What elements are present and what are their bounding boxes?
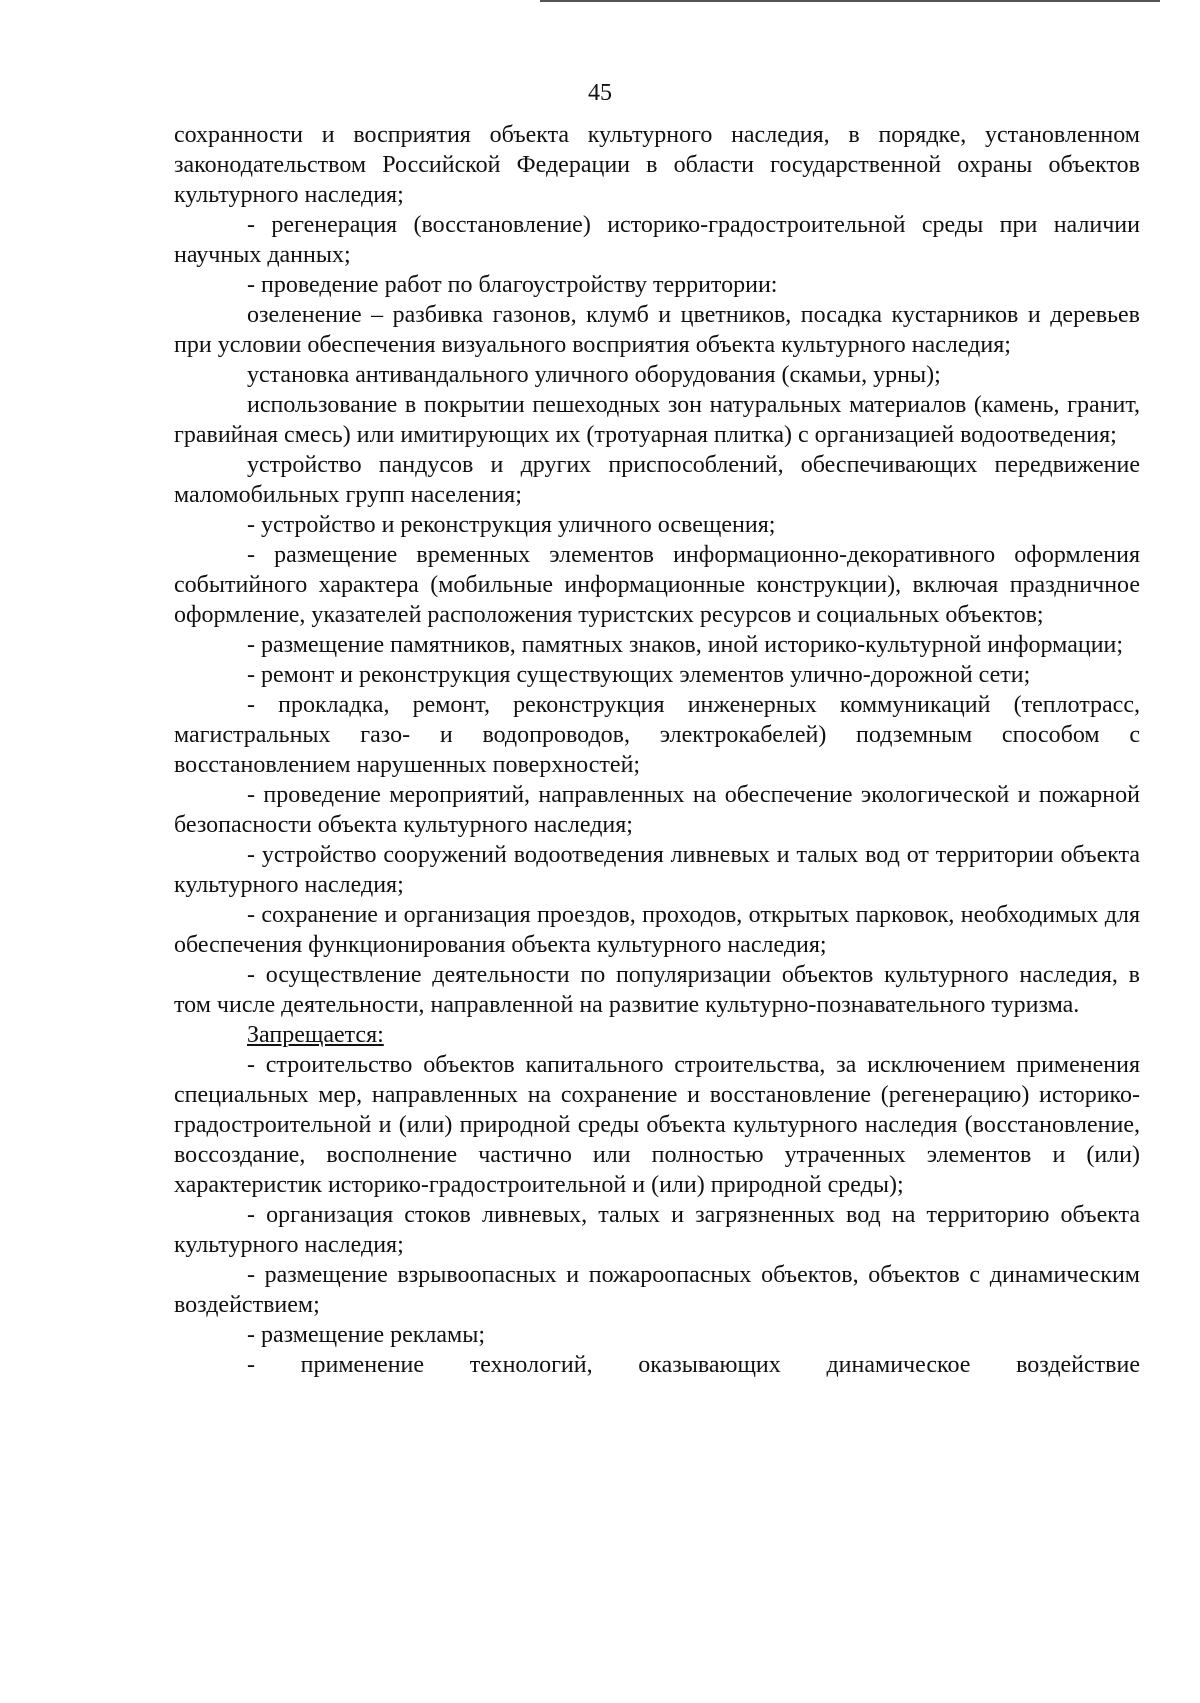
paragraph: - регенерация (восстановление) историко-градостроительной среды при наличии научных данных; — [174, 212, 1140, 268]
paragraph: - сохранение и организация проездов, проходов, открытых парковок, необходимых для обеспечения функционирования объекта культурного наследия; — [174, 902, 1140, 958]
paragraph: устройство пандусов и других приспособлений, обеспечивающих передвижение маломобильных групп населения; — [174, 452, 1140, 508]
paragraph: озеленение – разбивка газонов, клумб и цветников, посадка кустарников и деревьев при условии обеспечения визуального восприятия объекта культурного наследия; — [174, 302, 1140, 358]
paragraph: - осуществление деятельности по популяризации объектов культурного наследия, в том числе деятельности, направленной на развитие культурно-познавательного туризма. — [174, 962, 1140, 1018]
prohibited-item: - размещение взрывоопасных и пожароопасных объектов, объектов с динамическим воздействием; — [174, 1262, 1140, 1318]
prohibited-item: - строительство объектов капитального строительства, за исключением применения специальных мер, направленных на сохранение и восстановление (регенерацию) историко-градостроительной и (или) природной среды объекта культурного наследия (восстановление, воссоздание, восполнение частично или полностью утраченных элементов и (или) характеристик историко-градостроительной и (или) природной среды); — [174, 1052, 1140, 1198]
paragraph: - размещение временных элементов информационно-декоративного оформления событийного характера (мобильные информационные конструкции), включая праздничное оформление, указателей расположения туристских ресурсов и социальных объектов; — [174, 542, 1140, 628]
prohibited-heading: Запрещается: — [247, 1022, 384, 1048]
paragraph: - проведение мероприятий, направленных на обеспечение экологической и пожарной безопасности объекта культурного наследия; — [174, 782, 1140, 838]
paragraph: - проведение работ по благоустройству территории: — [247, 272, 778, 298]
paragraph: - прокладка, ремонт, реконструкция инженерных коммуникаций (теплотрасс, магистральных газо- и водопроводов, электрокабелей) подземным способом с восстановлением нарушенных поверхностей; — [174, 692, 1140, 778]
paragraph: использование в покрытии пешеходных зон натуральных материалов (камень, гранит, гравийная смесь) или имитирующих их (тротуарная плитка) с организацией водоотведения; — [174, 392, 1140, 448]
page-number: 45 — [588, 80, 612, 106]
paragraph: - устройство и реконструкция уличного освещения; — [247, 512, 776, 538]
paragraph: - устройство сооружений водоотведения ливневых и талых вод от территории объекта культурного наследия; — [174, 842, 1140, 898]
paragraph: - размещение памятников, памятных знаков, иной историко-культурной информации; — [247, 632, 1124, 658]
paragraph: сохранности и восприятия объекта культурного наследия, в порядке, установленном законодательством Российской Федерации в области государственной охраны объектов культурного наследия; — [174, 122, 1140, 208]
paragraph: установка антивандального уличного оборудования (скамьи, урны); — [247, 362, 941, 388]
prohibited-item: - организация стоков ливневых, талых и загрязненных вод на территорию объекта культурного наследия; — [174, 1202, 1140, 1258]
paragraph: - ремонт и реконструкция существующих элементов улично-дорожной сети; — [247, 662, 1031, 688]
top-border-line — [540, 0, 1160, 2]
prohibited-item: - размещение рекламы; — [247, 1322, 486, 1348]
prohibited-item: - применение технологий, оказывающих динамическое воздействие — [247, 1352, 1140, 1378]
document-body — [174, 120, 1140, 1380]
